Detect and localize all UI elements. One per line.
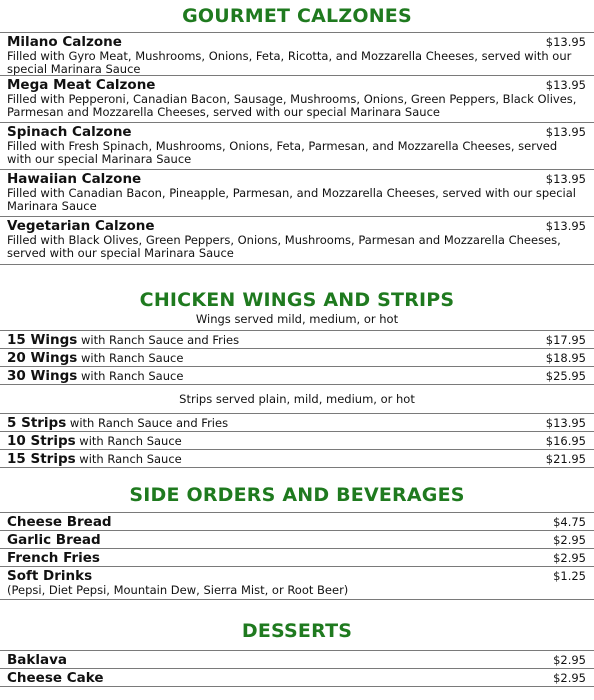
item-description: Filled with Pepperoni, Canadian Bacon, Sausage, Mushrooms, Onions, Green Peppers, Black Olives, Parmesan and Mozzarella Cheeses, served with our special Marinara Sauce xyxy=(7,92,577,119)
item-name: 20 Wings xyxy=(7,350,78,366)
item-name: Spinach Calzone xyxy=(7,124,132,140)
item-qualifier: with Ranch Sauce and Fries xyxy=(77,333,240,347)
item-name: Cheese Cake xyxy=(7,670,104,686)
item-name: Baklava xyxy=(7,652,68,668)
item-price: $16.95 xyxy=(545,434,586,448)
item-description: Filled with Canadian Bacon, Pineapple, Parmesan, and Mozzarella Cheeses, served with our special Marinara Sauce xyxy=(7,186,576,213)
menu-item xyxy=(0,32,594,75)
menu-item xyxy=(0,512,594,530)
menu-item xyxy=(0,348,594,366)
strips-note: Strips served plain, mild, medium, or hot xyxy=(179,392,415,406)
menu-item xyxy=(0,122,594,169)
item-qualifier: with Ranch Sauce and Fries xyxy=(66,416,229,430)
menu-item xyxy=(0,75,594,122)
sides-section xyxy=(0,482,594,600)
item-price: $21.95 xyxy=(545,452,586,466)
section-title-sides: SIDE ORDERS AND BEVERAGES xyxy=(129,484,465,506)
item-price: $2.95 xyxy=(553,533,586,547)
menu-item xyxy=(0,366,594,385)
menu-item xyxy=(0,449,594,468)
menu-item xyxy=(0,650,594,668)
item-name: Cheese Bread xyxy=(7,514,112,530)
item-name: Garlic Bread xyxy=(7,532,101,548)
item-name: Hawaiian Calzone xyxy=(7,171,142,187)
item-name: 15 Wings xyxy=(7,332,78,348)
item-price: $4.75 xyxy=(553,515,586,529)
item-price: $13.95 xyxy=(545,35,586,49)
item-name: Milano Calzone xyxy=(7,34,122,50)
item-qualifier: with Ranch Sauce xyxy=(75,452,182,466)
item-price: $13.95 xyxy=(545,219,586,233)
section-title-calzones: GOURMET CALZONES xyxy=(182,5,412,27)
menu-item xyxy=(0,548,594,566)
wings-note: Wings served mild, medium, or hot xyxy=(195,312,399,326)
menu-item xyxy=(0,566,594,600)
item-price: $13.95 xyxy=(545,78,586,92)
menu-item xyxy=(0,169,594,216)
item-description: (Pepsi, Diet Pepsi, Mountain Dew, Sierra Mist, or Root Beer) xyxy=(7,583,349,597)
menu-item xyxy=(0,431,594,449)
item-name: 30 Wings xyxy=(7,368,78,384)
item-name: Soft Drinks xyxy=(7,568,93,584)
item-name: Mega Meat Calzone xyxy=(7,77,156,93)
item-name: French Fries xyxy=(7,550,100,566)
section-title-wings: CHICKEN WINGS AND STRIPS xyxy=(139,289,455,311)
menu-item xyxy=(0,330,594,348)
wings-section xyxy=(0,288,594,468)
calzones-section xyxy=(0,0,594,265)
menu-item xyxy=(0,413,594,431)
item-name: 10 Strips xyxy=(7,433,76,449)
item-price: $13.95 xyxy=(545,125,586,139)
menu-item xyxy=(0,216,594,265)
item-name: 15 Strips xyxy=(7,451,76,467)
item-qualifier: with Ranch Sauce xyxy=(77,369,184,383)
menu-item xyxy=(0,530,594,548)
menu-item xyxy=(0,668,594,687)
item-qualifier: with Ranch Sauce xyxy=(77,351,184,365)
item-price: $2.95 xyxy=(553,671,586,685)
item-name: Vegetarian Calzone xyxy=(7,218,155,234)
item-qualifier: with Ranch Sauce xyxy=(75,434,182,448)
item-price: $2.95 xyxy=(553,551,586,565)
item-description: Filled with Fresh Spinach, Mushrooms, Onions, Feta, Parmesan, and Mozzarella Cheeses, served with our special Marinara Sauce xyxy=(7,139,558,166)
item-price: $18.95 xyxy=(545,351,586,365)
item-price: $1.25 xyxy=(553,569,586,583)
item-price: $13.95 xyxy=(545,172,586,186)
item-price: $17.95 xyxy=(545,333,586,347)
item-name: 5 Strips xyxy=(7,415,67,431)
desserts-section xyxy=(0,616,594,687)
item-price: $25.95 xyxy=(545,369,586,383)
item-description: Filled with Black Olives, Green Peppers, Onions, Mushrooms, Parmesan and Mozzarella Cheeses, served with our special Marinara Sauce xyxy=(7,233,561,260)
item-price: $2.95 xyxy=(553,653,586,667)
item-price: $13.95 xyxy=(545,416,586,430)
section-title-desserts: DESSERTS xyxy=(241,620,353,642)
item-description: Filled with Gyro Meat, Mushrooms, Onions, Feta, Ricotta, and Mozzarella Cheeses, served with our special Marinara Sauce xyxy=(7,49,572,76)
